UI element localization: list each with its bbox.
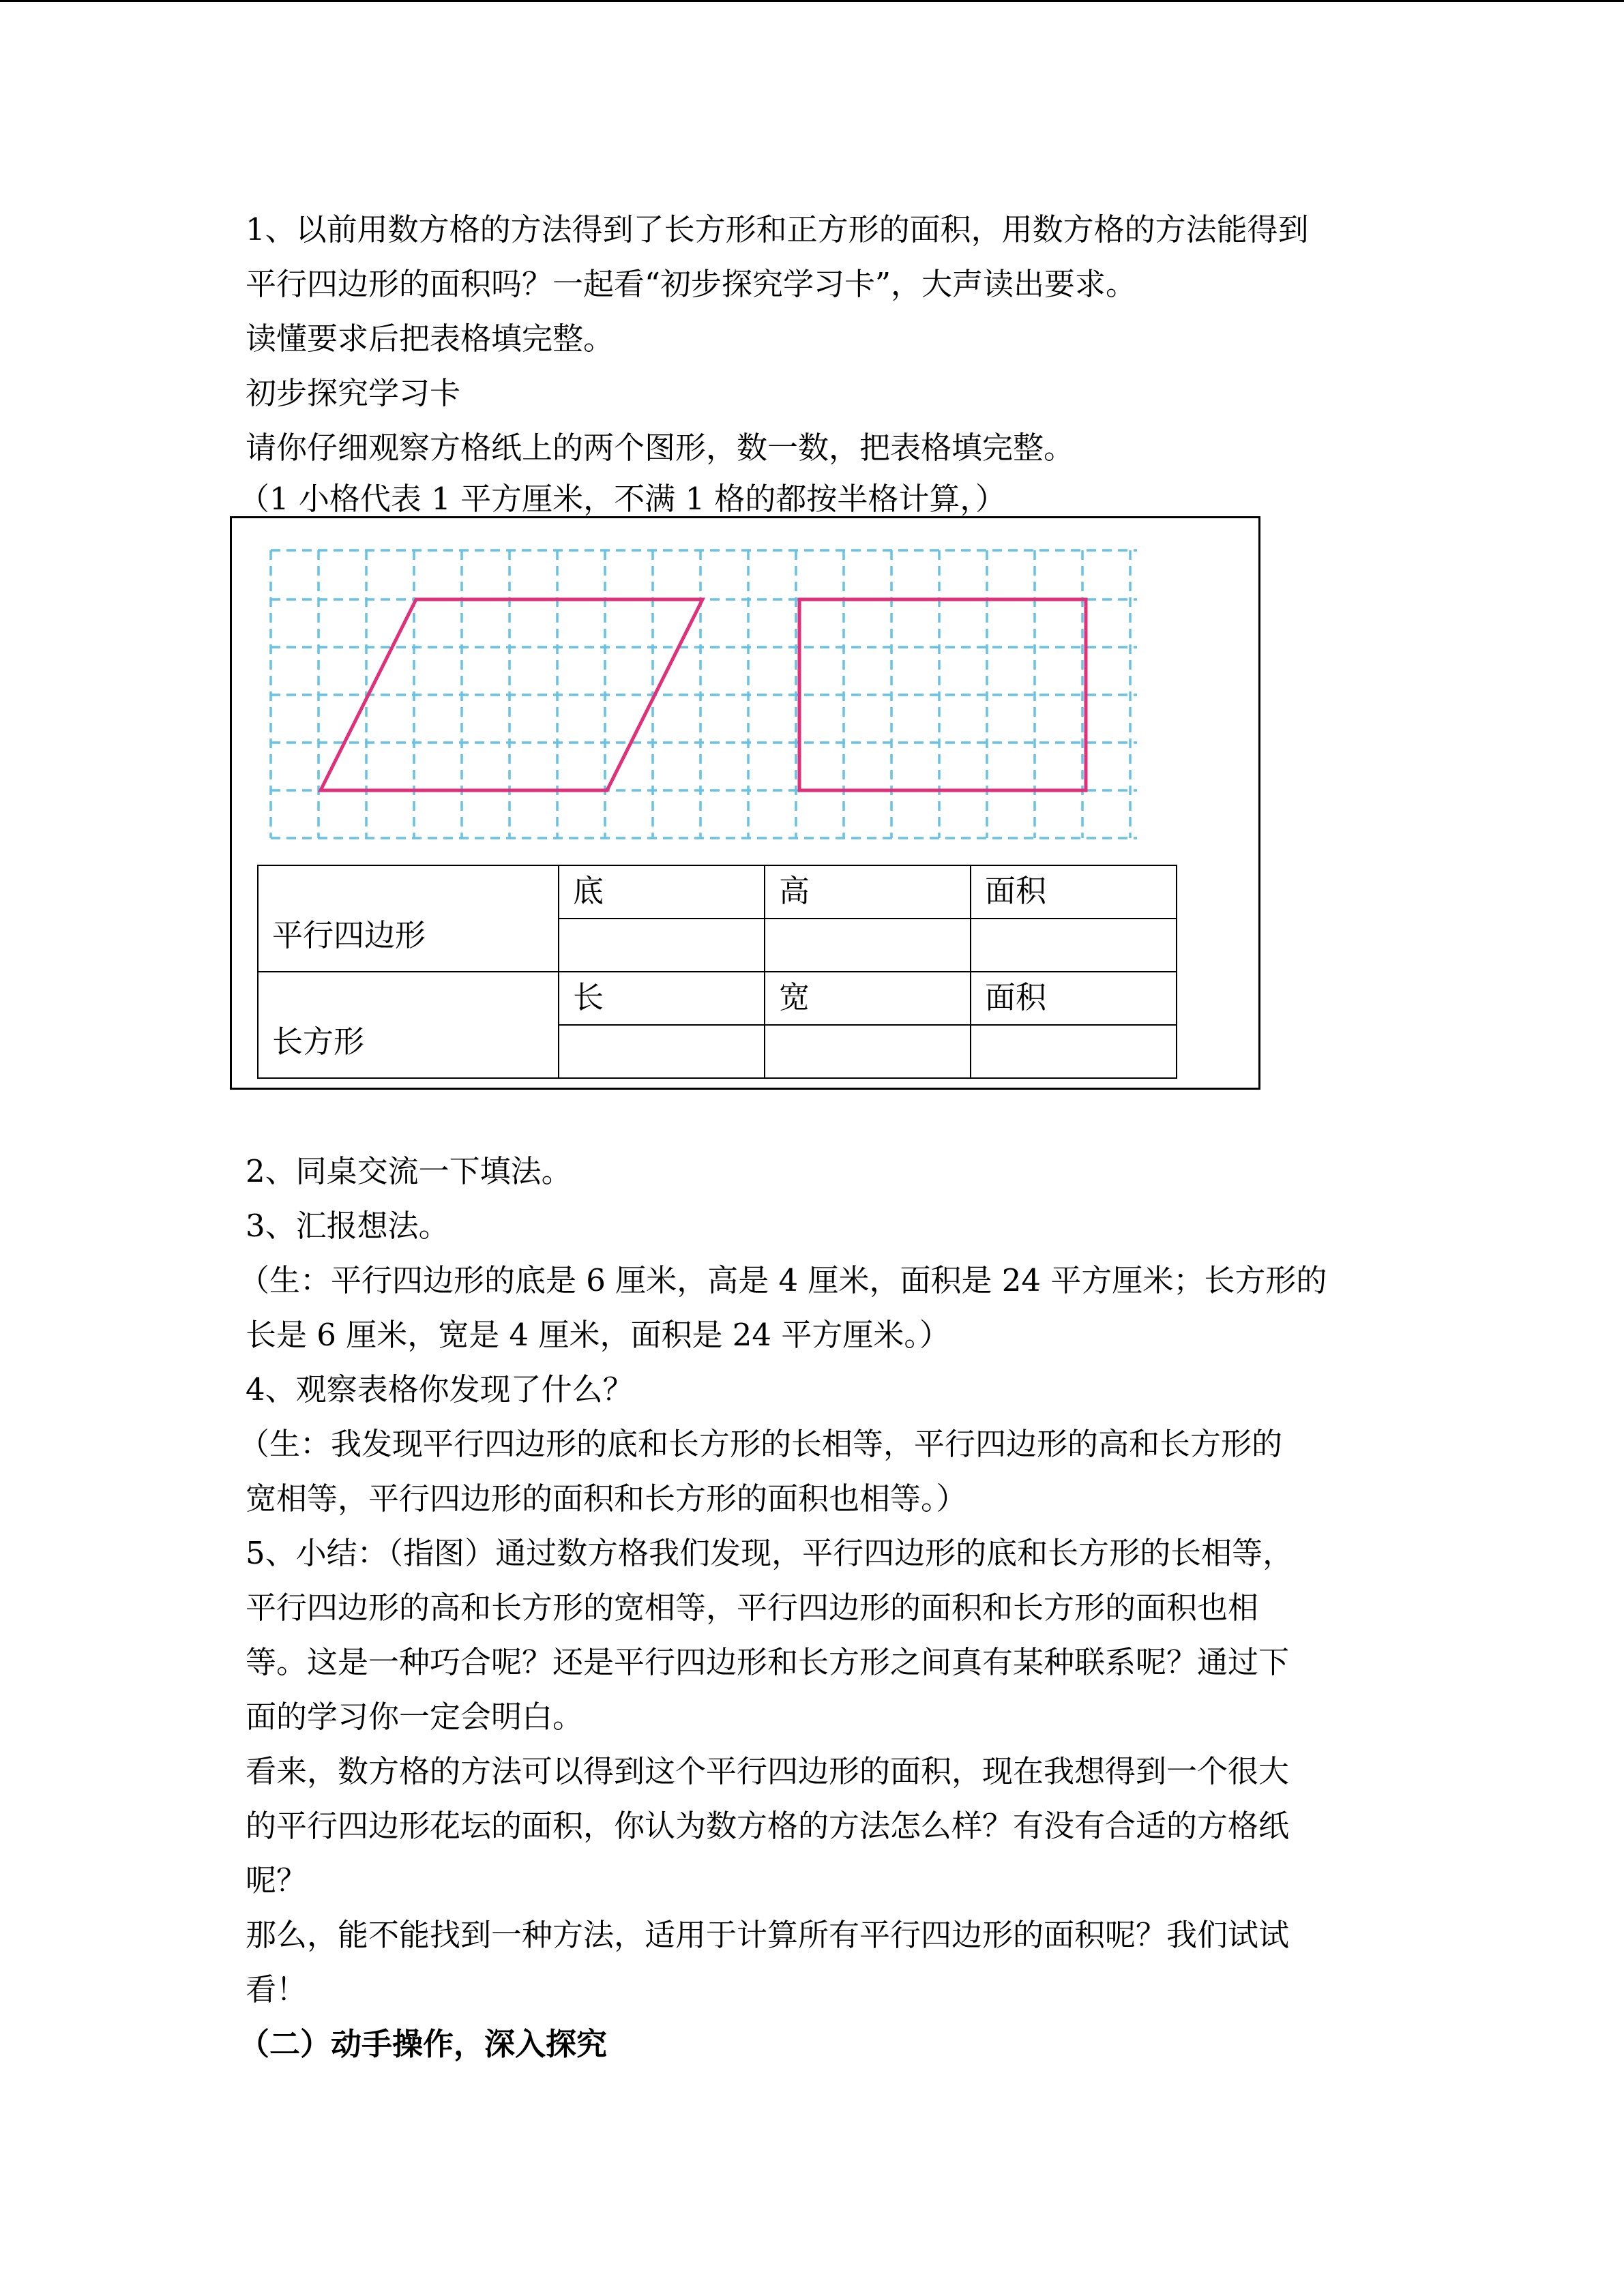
paragraph-5-line-2: 平行四边形的高和长方形的宽相等，平行四边形的面积和长方形的面积也相: [246, 1590, 1259, 1626]
parallelogram-base-cell[interactable]: [559, 919, 765, 972]
card-note: （1 小格代表 1 平方厘米，不满 1 格的都按半格计算，）: [239, 481, 1006, 517]
paragraph-4: 4、观察表格你发现了什么？: [246, 1371, 634, 1407]
paragraph-3-answer-line-1: （生：平行四边形的底是 6 厘米，高是 4 厘米，面积是 24 平方厘米；长方形的: [239, 1262, 1327, 1298]
header-height: 高: [765, 865, 971, 919]
paragraph-6-line-3: 呢？: [246, 1862, 308, 1898]
dashed-grid: [271, 550, 1137, 838]
rectangle-length-cell[interactable]: [559, 1025, 765, 1078]
card-title: 初步探究学习卡: [246, 375, 461, 411]
paragraph-4-answer-line-1: （生：我发现平行四边形的底和长方形的长相等，平行四边形的高和长方形的: [239, 1426, 1283, 1462]
header-area: 面积: [971, 865, 1177, 919]
paragraph-5-line-1: 5、小结：（指图）通过数方格我们发现，平行四边形的底和长方形的长相等，: [246, 1535, 1294, 1571]
page-top-border: [0, 0, 1624, 2]
rectangle-label: 长方形: [258, 972, 559, 1078]
card-instruction: 请你仔细观察方格纸上的两个图形，数一数，把表格填完整。: [246, 430, 1075, 466]
paragraph-1-line-2: 平行四边形的面积吗？一起看“初步探究学习卡”，大声读出要求。: [246, 266, 1137, 302]
parallelogram-height-cell[interactable]: [765, 919, 971, 972]
paragraph-6-line-2: 的平行四边形花坛的面积，你认为数方格的方法怎么样？有没有合适的方格纸: [246, 1808, 1290, 1844]
paragraph-7-line-2: 看！: [246, 1971, 308, 2008]
rectangle-width-cell[interactable]: [765, 1025, 971, 1078]
rectangle-area-cell[interactable]: [971, 1025, 1177, 1078]
header-area-2: 面积: [971, 972, 1177, 1025]
header-length: 长: [559, 972, 765, 1025]
paragraph-1-line-1: 1、以前用数方格的方法得到了长方形和正方形的面积，用数方格的方法能得到: [246, 211, 1309, 248]
paragraph-7-line-1: 那么，能不能找到一种方法，适用于计算所有平行四边形的面积呢？我们试试: [246, 1917, 1290, 1953]
header-base: 底: [559, 865, 765, 919]
header-width: 宽: [765, 972, 971, 1025]
parallelogram-label: 平行四边形: [258, 865, 559, 972]
paragraph-4-answer-line-2: 宽相等，平行四边形的面积和长方形的面积也相等。）: [246, 1480, 967, 1517]
parallelogram-area-cell[interactable]: [971, 919, 1177, 972]
fill-in-table: [257, 865, 1177, 1079]
paragraph-5-line-4: 面的学习你一定会明白。: [246, 1699, 584, 1735]
paragraph-3-answer-line-2: 长是 6 厘米，宽是 4 厘米，面积是 24 平方厘米。）: [246, 1317, 950, 1353]
paragraph-6-line-1: 看来，数方格的方法可以得到这个平行四边形的面积，现在我想得到一个很大: [246, 1753, 1290, 1789]
paragraph-1-line-3: 读懂要求后把表格填完整。: [246, 320, 615, 357]
section-heading: （二）动手操作，深入探究: [239, 2026, 608, 2062]
paragraph-3: 3、汇报想法。: [246, 1208, 449, 1244]
grid-paper-figure: [263, 542, 1142, 842]
paragraph-5-line-3: 等。这是一种巧合呢？还是平行四边形和长方形之间真有某种联系呢？通过下: [246, 1644, 1290, 1680]
paragraph-2: 2、同桌交流一下填法。: [246, 1153, 572, 1189]
